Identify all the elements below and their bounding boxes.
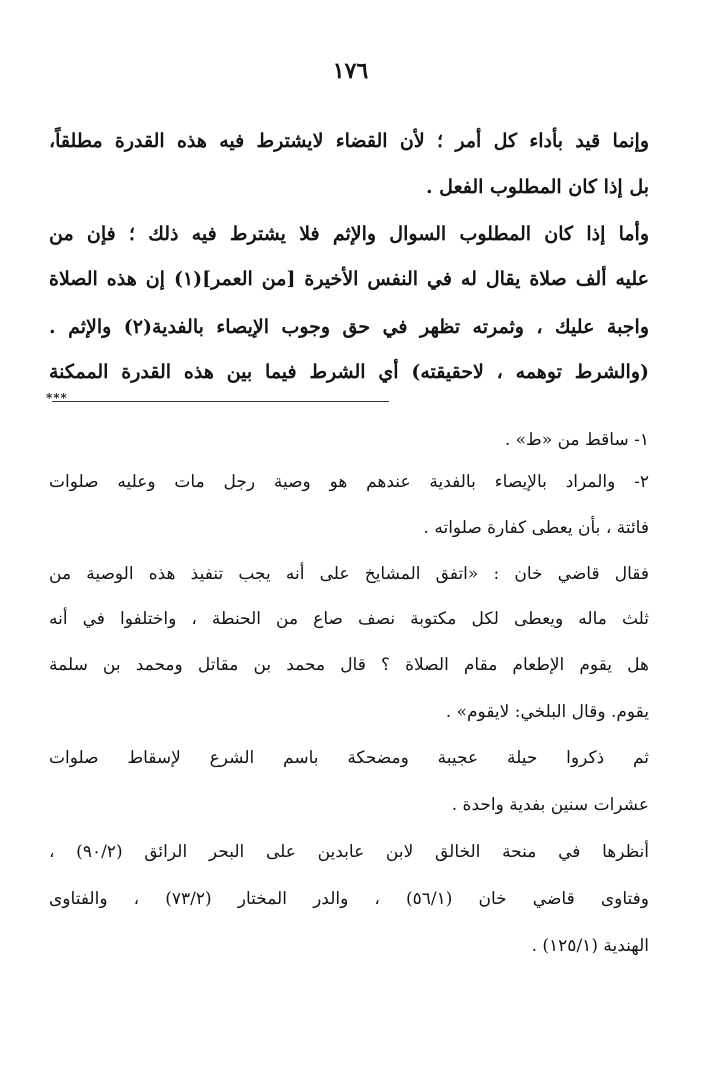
main-text-line: (والشرط توهمه ، لاحقيقته) أي الشرط فيما بين هذه القدرة الممكنة	[49, 361, 649, 383]
footnote-line: ثلث ماله ويعطى لكل مكتوبة نصف صاع من الحنطة ، واختلفوا في أنه	[49, 609, 649, 629]
main-text-line: عليه ألف صلاة يقال له في النفس الأخيرة [من العمر](١) إن هذه الصلاة	[49, 268, 649, 290]
separator-stars: ***	[46, 391, 68, 405]
footnote-line: فائتة ، بأن يعطى كفارة صلواته .	[423, 518, 649, 538]
footnote-line: فقال قاضي خان : «اتفق المشايخ على أنه يجب تنفيذ هذه الوصية من	[49, 564, 649, 584]
page-number: ١٧٦	[332, 58, 369, 84]
footnote-line: ١- ساقط من «ط» .	[504, 430, 649, 450]
main-text-line: وأما إذا كان المطلوب السوال والإثم فلا يشترط فيه ذلك ؛ فإن من	[49, 223, 649, 245]
footnote-line: ثم ذكروا حيلة عجيبة ومضحكة باسم الشرع لإسقاط صلوات	[49, 748, 649, 768]
main-text-line: وإنما قيد بأداء كل أمر ؛ لأن القضاء لايشترط فيه هذه القدرة مطلقاً،	[49, 130, 649, 152]
footnote-line: هل يقوم الإطعام مقام الصلاة ؟ قال محمد بن مقاتل ومحمد بن سلمة	[49, 655, 649, 675]
footnote-separator	[52, 401, 389, 402]
footnote-line: الهندية (١٢٥/١) .	[531, 936, 649, 956]
footnote-line: عشرات سنين بفدية واحدة .	[451, 795, 649, 815]
footnote-line: أنظرها في منحة الخالق لابن عابدين على البحر الرائق (٩٠/٢) ،	[49, 842, 649, 862]
footnote-line: ٢- والمراد بالإيصاء بالفدية عندهم هو وصية رجل مات وعليه صلوات	[49, 472, 649, 492]
footnote-line: يقوم. وقال البلخي: لايقوم» .	[445, 702, 649, 722]
main-text-line: بل إذا كان المطلوب الفعل .	[425, 176, 649, 198]
main-text-line: واجبة عليك ، وثمرته تظهر في حق وجوب الإيصاء بالفدية(٢) والإثم .	[49, 316, 649, 338]
footnote-line: وفتاوى قاضي خان (٥٦/١) ، والدر المختار (٧٣/٢) ، والفتاوى	[49, 889, 649, 909]
